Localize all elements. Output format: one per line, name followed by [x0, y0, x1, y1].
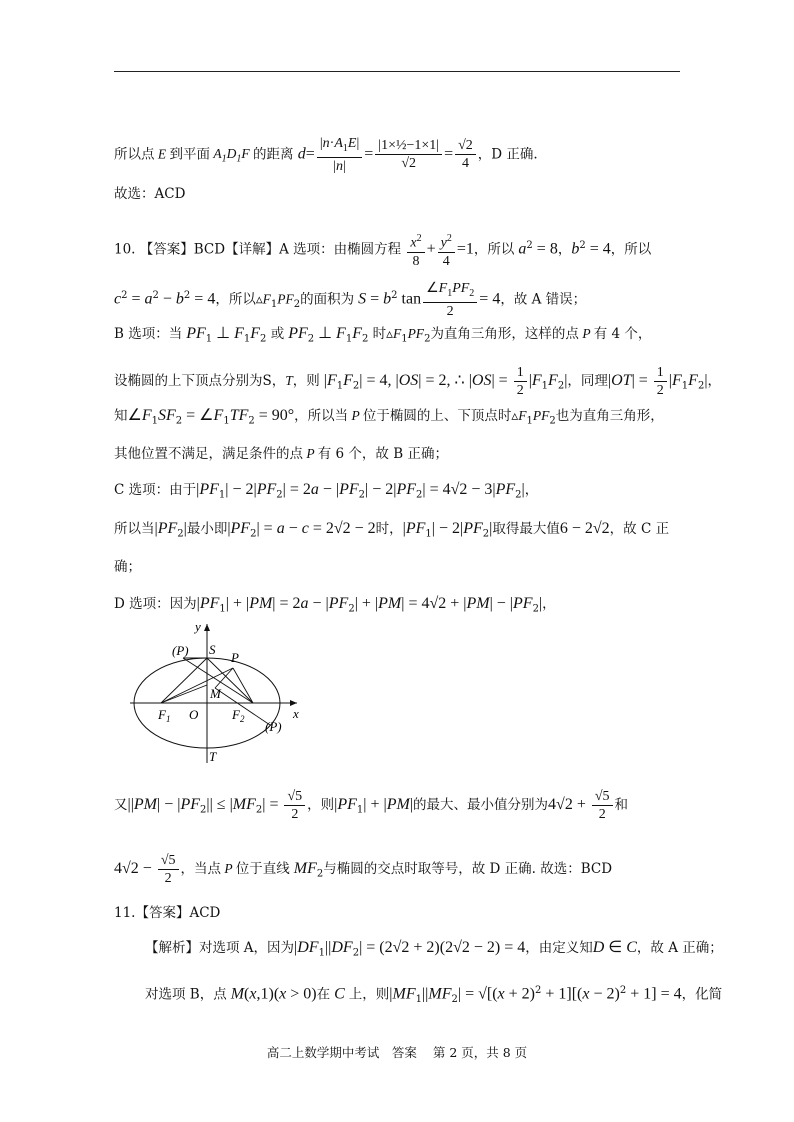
q10-b-line-4: 其他位置不满足，满足条件的点 P 有 6 个，故 B 正确；: [114, 446, 448, 462]
f2-label: [231, 707, 245, 724]
text: ，当点: [180, 861, 221, 877]
text: B 选项：当: [114, 326, 183, 342]
y-axis-arrow: [204, 624, 210, 631]
text: ，则: [292, 373, 320, 389]
text: 所以点: [114, 146, 155, 163]
text: 其他位置不满足，满足条件的点: [114, 446, 303, 462]
p-paren-bottom-label: (P): [265, 719, 282, 734]
answer-line: 故选：ACD: [114, 186, 186, 202]
q10-line-2: $c^2 = a^2 - b^2 = 4$，所以$▵F_1PF_2$的面积为 $S = b^2$ tan $\frac{\angle F_1PF_2}{2}$ = 4，故 A 错误；: [114, 281, 587, 319]
p-paren-top-label: (P): [172, 643, 189, 658]
text: 对选项 B，点: [145, 986, 227, 1003]
text: 为直角三角形，这样的点: [430, 326, 579, 342]
q10-c-line-3: 确；: [114, 559, 141, 575]
text: ，故 C 正: [609, 521, 670, 537]
segment-f1-m: [161, 685, 207, 703]
x-label: x: [293, 706, 299, 721]
segment-f2-p: [233, 668, 253, 703]
text: 上，则: [348, 986, 390, 1003]
text: 的面积为: [300, 291, 355, 308]
distance-line: 所以点 E 到平面 $A_1D_1F$ 的距离 d= $\frac{|n\cdot A_1E|}{|n|}$ = $\frac{\text{|1×½−1×1|}}{√2}$ = $\frac{√2}{4}$ ，D 正确.: [114, 136, 538, 174]
q10-c-line-1: C 选项：由于$|PF_1| - 2|PF_2| = 2a - |PF_2| - 2|PF_2| = 4√2 - 3|PF_2|$，: [114, 481, 539, 501]
m-label: M: [210, 686, 221, 701]
text: 在: [316, 986, 331, 1003]
q10-c-line-2: 所以当$|PF_2|$最小即$|PF_2| = a - c = 2√2 - 2$时，$|PF_1| - 2|PF_2|$取得最大值6 − 2√2，故 C 正: [114, 520, 670, 540]
y-label: y: [195, 619, 201, 634]
q10-b-line-3: 知$\angle F_1SF_2$ = $\angle F_1TF_2 = 90^\circ$，所以当 P 位于椭圆的上、下顶点时$▵F_1PF_2$也为直角三角形，: [114, 407, 664, 427]
q10-b-line-2: 设椭圆的上下顶点分别为S，T，则 $|F_1F_2| = 4$, |OS| = 2, ∴ |OS| = $\frac{1}{2}$ $|F_1F_2|$，同理|OT| = $\frac{1}{2}$ $|F_1F_2|$，: [114, 365, 722, 398]
text: 知: [114, 408, 128, 424]
q10-e-line-2: 4√2 − $\frac{√5}{2}$ ，当点 P 位于直线 $MF_2$与椭圆的交点时取等号，故 D 正确. 故选：BCD: [114, 853, 613, 886]
text: 设椭圆的上下顶点分别为S，: [114, 373, 286, 389]
f2-letter: F: [232, 707, 240, 722]
f1-label: [157, 707, 170, 724]
text: 位于直线: [235, 861, 290, 877]
text: 位于椭圆的上、下顶点时: [362, 408, 512, 424]
q10-d-line-1: D 选项：因为$|PF_1| + |PM| = 2a - |PF_2| + |PM| = 4√2 + |PM| - |PF_2|$，: [114, 595, 556, 615]
f1-subscript: 1: [165, 714, 171, 724]
o-label: O: [189, 707, 199, 722]
text: ，化简: [681, 986, 723, 1003]
header-rule: [114, 71, 680, 72]
q11-line-2: 对选项 B，点 M(x,1)(x > 0)在 C 上，则$|MF_1||MF_2| = √[(x + 2)^2 + 1][(x - 2)^2 + 1] = 4$，化简: [145, 985, 723, 1006]
text: 的距离: [253, 146, 294, 163]
text: ，所以: [473, 241, 515, 258]
s-label: S: [209, 642, 216, 657]
q11-line-1: 【解析】对选项 A，因为$|DF_1||DF_2| = (2√2 + 2)(2√2 - 2) = 4$，由定义知D ∈ C，故 A 正确；: [145, 939, 723, 959]
text: 所以当: [114, 521, 155, 537]
text: 也为直角三角形，: [555, 408, 664, 424]
text: 时，: [375, 521, 403, 537]
text: 和: [614, 797, 629, 813]
segment-p-m: [215, 668, 233, 688]
text: ，则: [307, 797, 335, 813]
text: 又: [114, 797, 128, 813]
text: ，由定义知: [525, 940, 593, 956]
t-label: T: [209, 749, 217, 764]
text: ，故 A 正确；: [636, 940, 723, 956]
footer-title: 高二上数学期中考试 答案: [266, 1045, 417, 1060]
text: 到平面: [169, 146, 210, 163]
p-label: P: [231, 650, 239, 665]
text: 有 4 个，: [593, 326, 652, 342]
q10-line-1: 10. 【答案】BCD【详解】A 选项：由椭圆方程 $\frac{x^2}{8}$ + $\frac{y^2}{4}$ =1，所以 $a^2 = 8$，$b^2 = 4$，所以: [114, 230, 651, 270]
text: 时: [372, 326, 387, 342]
f2-subscript: 2: [239, 714, 245, 724]
text: 的最大、最小值分别为: [413, 797, 549, 813]
text: 同理: [580, 373, 608, 389]
text: 有 6 个，故 B 正确；: [317, 446, 448, 462]
text: ，故 A 错误；: [500, 291, 587, 308]
text: C 选项：由于: [114, 482, 197, 498]
text: ，所以当: [294, 408, 349, 424]
text: 【解析】对选项 A，因为: [145, 940, 295, 956]
text: 所以: [228, 291, 256, 308]
text: 或: [270, 326, 285, 342]
text: ，D 正确.: [477, 146, 538, 163]
q10-e-line-1: 又$||PM| - |PF_2|| \le |MF_2|$ = $\frac{√5}{2}$ ，则$|PF_1| + |PM|$的最大、最小值分别为4√2 + $\frac{√5}{2}$ 和: [114, 789, 629, 822]
text: 10. 【答案】BCD【详解】A 选项：由椭圆方程: [114, 241, 402, 258]
text: 最小即: [186, 521, 228, 537]
f1-letter: F: [158, 707, 166, 722]
ellipse-figure: [125, 618, 315, 768]
text: 与椭圆的交点时取等号，故 D 正确. 故选：BCD: [323, 861, 613, 877]
text: 取得最大值: [492, 521, 560, 537]
page-footer: [0, 1043, 794, 1061]
q10-b-line-1: B 选项：当 $PF_1$ ⊥ $F_1F_2$ 或 $PF_2$ ⊥ $F_1F_2$ 时$▵F_1PF_2$为直角三角形，这样的点 P 有 4 个，: [114, 325, 652, 345]
text: D 选项：因为: [114, 596, 197, 612]
q11-heading: 11.【答案】ACD: [114, 905, 221, 921]
footer-page-number: 第 2 页，共 8 页: [432, 1045, 528, 1060]
